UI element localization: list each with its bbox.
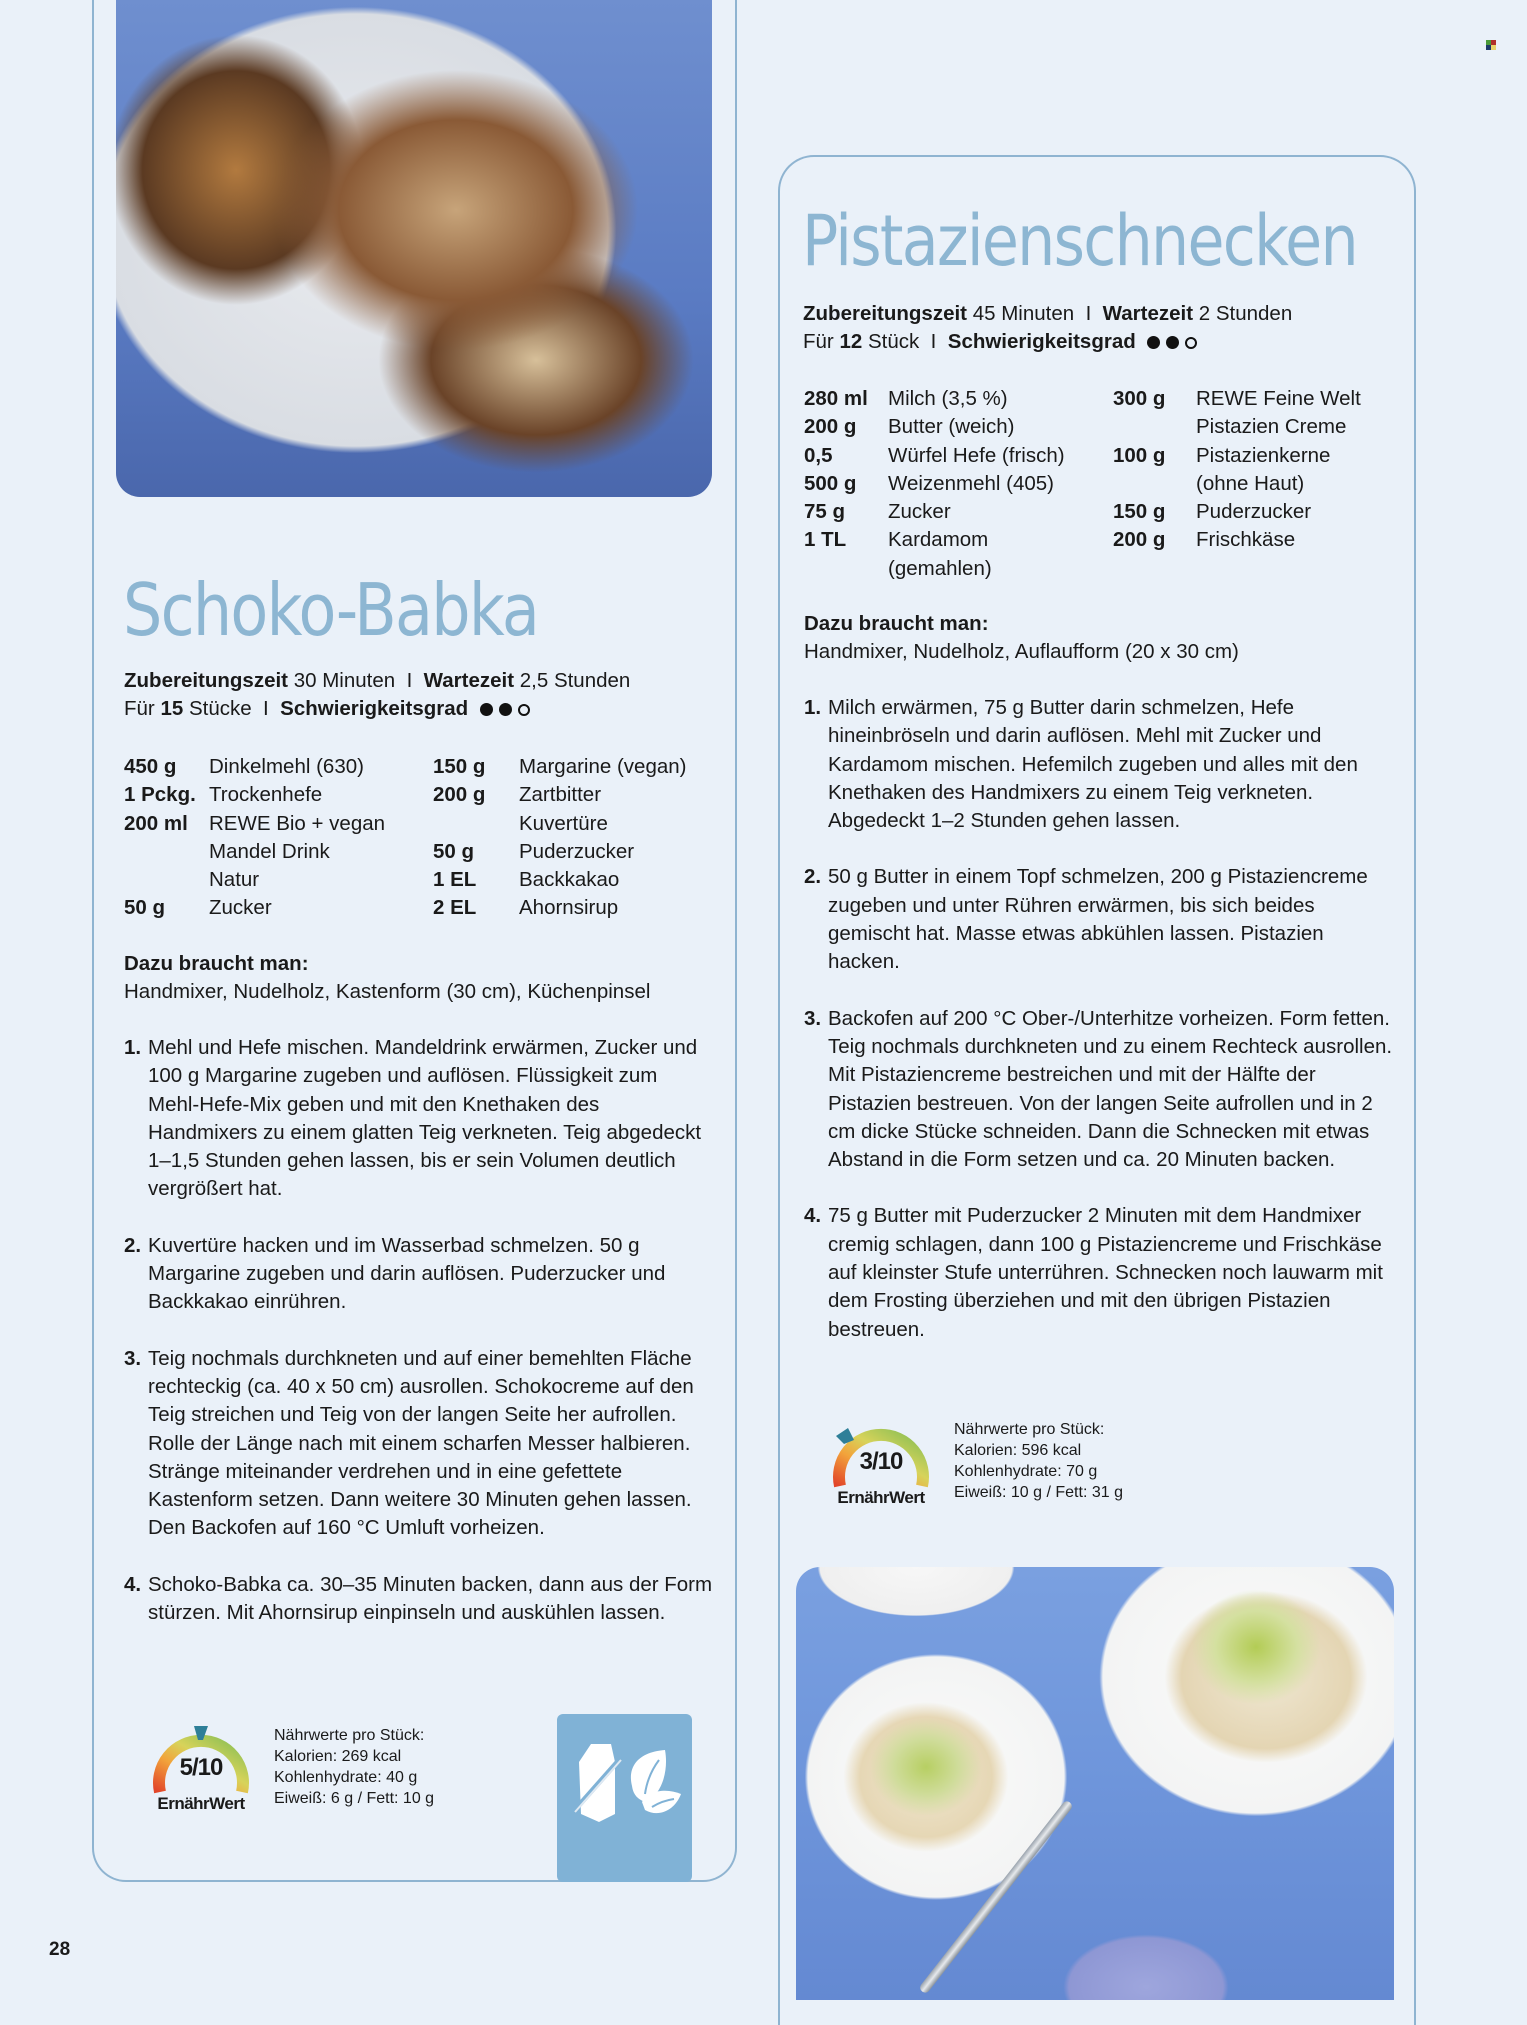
ingredient-qty [433, 810, 519, 838]
ingredient-row [1113, 526, 1403, 554]
babka-title: Schoko-Babka [123, 568, 539, 652]
ingredient-row [1113, 498, 1403, 526]
leaf-icon [631, 1750, 681, 1813]
step-number: 3. [124, 1346, 142, 1370]
nutrition-protein-fat: Eiweiß: 6 g / Fett: 10 g [274, 1790, 435, 1807]
ingredient-qty: 150 g [433, 755, 486, 778]
ingredient-name: Weizenmehl (405) [888, 471, 1054, 495]
ingredient-row [804, 470, 1114, 498]
pistachio-steps [804, 694, 1394, 1344]
ingredient-qty: 200 ml [124, 811, 188, 835]
wait-time-value: 2,5 Stunden [519, 669, 631, 692]
nutrition-calories: Kalorien: 269 kcal [274, 1748, 402, 1765]
fork-icon [918, 1799, 1074, 1994]
step-item [124, 1571, 714, 1628]
ingredient-row [124, 866, 424, 894]
ingredient-row [433, 810, 733, 838]
wait-time-label: Wartezeit [423, 669, 515, 692]
ingredient-row [433, 753, 733, 781]
ingredient-qty: 2 EL [433, 896, 477, 920]
ingredient-qty [1113, 413, 1196, 441]
ingredient-row [433, 866, 733, 894]
ingredient-name: REWE Bio + vegan [209, 811, 386, 835]
pistachio-ingredients-right [1113, 385, 1403, 555]
no-milk-carton-icon [573, 1744, 621, 1822]
difficulty-rating [480, 703, 530, 716]
prep-time-value: 45 Minuten [972, 302, 1075, 325]
servings-count: 15 [160, 697, 184, 720]
step-number: 2. [124, 1233, 142, 1257]
ingredient-qty [124, 866, 209, 894]
step-item [124, 1232, 714, 1317]
ingredient-row [1113, 470, 1403, 498]
ernaehrwert-label: ErnährWert [157, 1794, 245, 1813]
ingredient-name: Zartbitter [519, 783, 602, 807]
babka-photo [116, 0, 712, 497]
ernaehrwert-gauge [146, 1720, 256, 1814]
ingredient-row [804, 385, 1114, 413]
servings-count: 12 [839, 330, 863, 353]
ingredient-qty: 1 TL [804, 528, 847, 552]
nutrition-calories: Kalorien: 596 kcal [954, 1442, 1082, 1459]
step-text: Kuvertüre hacken und im Wasserbad schmelzen. 50 g Margarine zugeben und darin auflösen. Puderzucker und Backkakao einrühren. [148, 1233, 666, 1314]
ingredient-row [1113, 385, 1403, 413]
ingredient-row [433, 894, 733, 922]
ingredient-qty: 75 g [804, 500, 846, 524]
prep-time-value: 30 Minuten [293, 669, 396, 692]
ingredient-qty: 50 g [124, 896, 166, 920]
ingredient-row [804, 526, 1114, 554]
ingredient-qty: 280 ml [804, 387, 868, 410]
step-text: Mehl und Hefe mischen. Mandeldrink erwärmen, Zucker und 100 g Margarine zugeben und auflösen. Flüssigkeit zum Mehl-Hefe-Mix geben und mit den Knethaken des Handmixers zu einem glatten Teig verkneten. Teig abgedeckt 1–1,5 Stunden gehen lassen, bis er sein Volumen deutlich vergrößert hat. [148, 1036, 702, 1201]
nutrition-heading: Nährwerte pro Stück: [274, 1727, 425, 1744]
nutrition-score: 3/10 [859, 1448, 903, 1475]
separator: I [930, 330, 937, 353]
ingredient-qty: 50 g [433, 839, 475, 863]
difficulty-dot-filled-icon [1147, 336, 1160, 349]
ingredient-name: Pistazien Creme [1196, 415, 1347, 439]
ingredient-row [804, 555, 1114, 583]
ingredient-qty: 1 Pckg. [124, 783, 196, 807]
ingredient-name: Zucker [209, 896, 272, 920]
step-number: 2. [804, 865, 822, 889]
corner-logo-icon [1486, 40, 1496, 50]
prep-time-label: Zubereitungszeit [803, 302, 968, 325]
step-number: 4. [124, 1572, 142, 1596]
ingredient-qty [804, 555, 888, 583]
step-number: 3. [804, 1006, 822, 1030]
ingredient-name: (gemahlen) [888, 556, 992, 580]
pistachio-nutrition [826, 1414, 1123, 1508]
ingredient-name: Pistazienkerne [1196, 443, 1331, 467]
ingredient-name: Frischkäse [1196, 528, 1296, 552]
ingredient-name: Kuvertüre [519, 811, 608, 835]
babka-tools [124, 950, 724, 1006]
pistachio-meta [803, 300, 1292, 356]
step-item [124, 1034, 714, 1204]
servings-unit: Stück [867, 330, 920, 353]
ingredient-qty: 200 g [1113, 528, 1166, 552]
ernaehrwert-label: ErnährWert [837, 1488, 925, 1507]
nutrition-facts [954, 1419, 1123, 1503]
difficulty-dot-filled-icon [1166, 336, 1179, 349]
babka-ingredients-left [124, 753, 424, 923]
ingredient-name: Puderzucker [519, 839, 635, 863]
step-number: 1. [804, 696, 822, 719]
nutrition-carbs: Kohlenhydrate: 70 g [954, 1463, 1098, 1480]
ingredient-name: Natur [209, 868, 260, 892]
step-item [804, 863, 1394, 976]
ingredient-qty: 150 g [1113, 500, 1166, 524]
ingredient-name: Butter (weich) [888, 415, 1015, 439]
pistachio-ingredients-left [804, 385, 1114, 583]
ingredient-row [433, 838, 733, 866]
prep-time-label: Zubereitungszeit [124, 669, 289, 692]
ingredient-row [1113, 442, 1403, 470]
wait-time-value: 2 Stunden [1198, 302, 1293, 325]
step-text: 50 g Butter in einem Topf schmelzen, 200 g Pistaziencreme zugeben und unter Rühren erwärmen, bis sich beides gemischt hat. Masse etwas abkühlen lassen. Pistazien hacken. [828, 865, 1368, 974]
servings-prefix: Für [803, 330, 834, 353]
separator: I [406, 669, 413, 692]
ingredient-qty: 0,5 [804, 443, 833, 467]
ingredient-qty: 450 g [124, 755, 177, 778]
ingredient-qty: 300 g [1113, 387, 1166, 410]
step-text: Schoko-Babka ca. 30–35 Minuten backen, dann aus der Form stürzen. Mit Ahornsirup einpinseln und auskühlen lassen. [148, 1572, 713, 1625]
ingredient-name: Zucker [888, 500, 951, 524]
page-number: 28 [49, 1939, 71, 1960]
tools-label: Dazu braucht man: [124, 952, 309, 975]
ingredient-name: Milch (3,5 %) [888, 387, 1008, 410]
step-item [804, 1202, 1394, 1343]
ingredient-row [433, 781, 733, 809]
difficulty-dot-empty-icon [518, 704, 530, 716]
vegan-badge [557, 1714, 692, 1882]
ingredient-qty: 1 EL [433, 868, 477, 892]
babka-ingredients-right [433, 753, 733, 923]
step-number: 4. [804, 1204, 822, 1228]
ingredient-row [804, 442, 1114, 470]
step-item [804, 1005, 1394, 1175]
babka-meta [124, 667, 630, 723]
step-text: Milch erwärmen, 75 g Butter darin schmelzen, Hefe hineinbröseln und darin auflösen. Mehl mit Zucker und Kardamom mischen. Hefemilch zugeben und alles mit den Knethaken des Handmixers zu einem Teig verkneten. Abgedeckt 1–2 Stunden gehen lassen. [828, 696, 1358, 833]
nutrition-facts [274, 1725, 434, 1809]
step-text: Backofen auf 200 °C Ober-/Unterhitze vorheizen. Form fetten. Teig nochmals durchkneten und zu einem Rechteck ausrollen. Mit Pistaziencreme bestreichen und mit der Hälfte der Pistazien bestreuen. Von der langen Seite aufrollen und in 2 cm dicke Stücke schneiden. Dann die Schnecken mit etwas Abstand in die Form setzen und ca. 20 Minuten backen. [828, 1006, 1393, 1172]
ingredient-row [804, 498, 1114, 526]
ingredient-qty: 100 g [1113, 443, 1166, 467]
nutrition-heading: Nährwerte pro Stück: [954, 1421, 1105, 1438]
step-number: 1. [124, 1036, 142, 1059]
ingredient-row [124, 838, 424, 866]
ingredient-name: Ahornsirup [519, 896, 619, 920]
difficulty-dot-filled-icon [499, 703, 512, 716]
nutrition-score: 5/10 [179, 1754, 223, 1781]
ingredient-row [124, 753, 424, 781]
tools-label: Dazu braucht man: [804, 612, 989, 635]
step-text: Teig nochmals durchkneten und auf einer bemehlten Fläche rechteckig (ca. 40 x 50 cm) ausrollen. Schokocreme auf den Teig streichen und Teig von der langen Seite her aufrollen. Rolle der Länge nach mit einem scharfen Messer halbieren. Stränge miteinander verdrehen und in eine gefettete Kastenform setzen. Dann weitere 30 Minuten gehen lassen. Den Backofen auf 160 °C Umluft vorheizen. [148, 1346, 694, 1540]
difficulty-label: Schwierigkeitsgrad [947, 330, 1136, 353]
servings-prefix: Für [124, 697, 155, 720]
ingredient-name: Backkakao [519, 868, 620, 892]
difficulty-rating [1147, 336, 1197, 349]
ingredient-row [124, 781, 424, 809]
tools-list: Handmixer, Nudelholz, Kastenform (30 cm), Küchenpinsel [124, 980, 651, 1003]
difficulty-dot-filled-icon [480, 703, 493, 716]
ingredient-row [1113, 413, 1403, 441]
ingredient-row [124, 810, 424, 838]
pistachio-photo [796, 1567, 1394, 2000]
ingredient-qty: 500 g [804, 471, 857, 495]
ingredient-qty [124, 838, 209, 866]
babka-steps [124, 1034, 714, 1627]
ingredient-name: Puderzucker [1196, 500, 1312, 524]
ingredient-name: Dinkelmehl (630) [209, 755, 364, 778]
difficulty-dot-empty-icon [1185, 337, 1197, 349]
servings-unit: Stücke [188, 697, 252, 720]
ingredient-name: Würfel Hefe (frisch) [888, 443, 1065, 467]
ingredient-name: Trockenhefe [209, 783, 323, 807]
ingredient-name: Margarine (vegan) [519, 755, 687, 778]
step-item [124, 1345, 714, 1543]
ingredient-name: Kardamom [888, 528, 989, 552]
ingredient-name: (ohne Haut) [1196, 471, 1305, 495]
tools-list: Handmixer, Nudelholz, Auflaufform (20 x 30 cm) [804, 640, 1239, 663]
separator: I [1085, 302, 1092, 325]
ingredient-name: REWE Feine Welt [1196, 387, 1361, 410]
babka-nutrition [146, 1720, 434, 1814]
pistachio-title: Pistazienschnecken [802, 200, 1357, 282]
ingredient-name: Mandel Drink [209, 839, 330, 863]
pistachio-tools [804, 610, 1404, 666]
step-item [804, 694, 1394, 835]
ingredient-row [124, 894, 424, 922]
nutrition-carbs: Kohlenhydrate: 40 g [274, 1769, 418, 1786]
nutrition-protein-fat: Eiweiß: 10 g / Fett: 31 g [954, 1484, 1123, 1501]
ingredient-row [804, 413, 1114, 441]
ernaehrwert-gauge [826, 1414, 936, 1508]
ingredient-qty: 200 g [433, 783, 486, 807]
ingredient-qty [1113, 470, 1196, 498]
separator: I [263, 697, 269, 720]
ingredient-qty: 200 g [804, 415, 857, 439]
step-text: 75 g Butter mit Puderzucker 2 Minuten mit dem Handmixer cremig schlagen, dann 100 g Pistaziencreme und Frischkäse auf kleinster Stufe unterrühren. Schnecken noch lauwarm mit dem Frosting überziehen und mit den übrigen Pistazien bestreuen. [828, 1204, 1383, 1341]
difficulty-label: Schwierigkeitsgrad [280, 697, 469, 720]
wait-time-label: Wartezeit [1102, 302, 1194, 325]
